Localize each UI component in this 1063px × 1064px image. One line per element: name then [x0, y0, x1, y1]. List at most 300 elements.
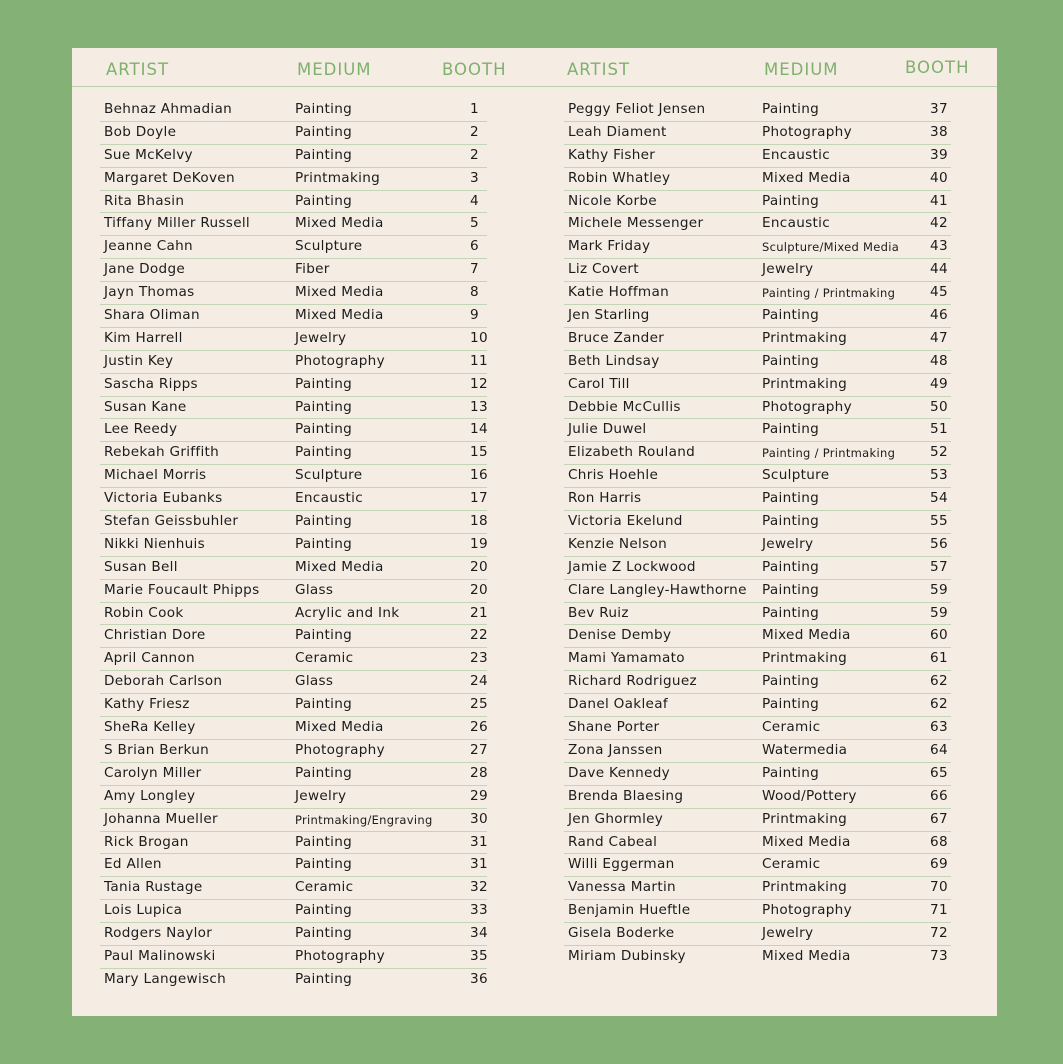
medium: Photography [762, 398, 852, 415]
medium: Photography [762, 123, 852, 140]
booth-number: 11 [470, 352, 488, 369]
booth-number: 71 [930, 902, 948, 919]
medium: Ceramic [762, 856, 821, 873]
artist-name: Tania Rustage [104, 879, 203, 896]
medium: Printmaking [762, 650, 848, 667]
medium: Mixed Media [295, 719, 384, 736]
table-row [100, 694, 487, 717]
artist-name: Susan Bell [104, 558, 178, 575]
artist-name: Elizabeth Rouland [568, 444, 696, 461]
booth-number: 17 [470, 490, 488, 507]
medium: Printmaking [295, 169, 381, 186]
artist-name: Robin Whatley [568, 169, 671, 186]
booth-number: 48 [930, 352, 948, 369]
artist-name: Bruce Zander [568, 329, 665, 346]
table-row [564, 580, 951, 603]
artist-name: Sascha Ripps [104, 375, 198, 392]
table-row [100, 809, 487, 832]
booth-number: 26 [470, 719, 488, 736]
booth-number: 62 [930, 696, 948, 713]
table-row [564, 259, 951, 282]
medium: Painting [762, 604, 820, 621]
header-booth-left: BOOTH [442, 60, 507, 79]
booth-number: 46 [930, 307, 948, 324]
booth-number: 29 [470, 787, 488, 804]
medium: Glass [295, 581, 334, 598]
booth-number: 66 [930, 787, 948, 804]
medium: Mixed Media [762, 947, 851, 964]
table-row [564, 465, 951, 488]
table-row [564, 717, 951, 740]
table-row [100, 534, 487, 557]
table-row [100, 168, 487, 191]
artist-name: Jamie Z Lockwood [568, 558, 696, 575]
medium: Painting [762, 696, 820, 713]
table-row [100, 923, 487, 946]
booth-number: 49 [930, 375, 948, 392]
artist-name: Michael Morris [104, 467, 207, 484]
artist-name: Lois Lupica [104, 902, 183, 919]
medium: Painting [295, 398, 353, 415]
booth-number: 24 [470, 673, 488, 690]
artist-name: Jayn Thomas [104, 284, 195, 301]
medium: Printmaking [762, 375, 848, 392]
table-row [100, 969, 487, 992]
table-row [100, 259, 487, 282]
table-row [564, 625, 951, 648]
medium: Painting [295, 764, 353, 781]
medium: Painting [295, 627, 353, 644]
table-row [564, 671, 951, 694]
artist-name: Rick Brogan [104, 833, 189, 850]
booth-number: 3 [470, 169, 479, 186]
header-medium-left: MEDIUM [297, 60, 372, 79]
booth-number: 2 [470, 146, 479, 163]
right-table [564, 99, 951, 969]
medium: Jewelry [762, 925, 814, 942]
booth-number: 36 [470, 970, 488, 987]
medium: Painting [295, 375, 353, 392]
booth-number: 68 [930, 833, 948, 850]
table-row [564, 282, 951, 305]
booth-number: 9 [470, 307, 479, 324]
artist-name: Shara Oliman [104, 307, 200, 324]
artist-name: Nicole Korbe [568, 192, 657, 209]
artist-name: Mark Friday [568, 238, 651, 255]
medium: Mixed Media [295, 215, 384, 232]
artist-booth-directory [72, 48, 997, 1016]
artist-name: Robin Cook [104, 604, 184, 621]
artist-name: Benjamin Hueftle [568, 902, 691, 919]
artist-name: Deborah Carlson [104, 673, 223, 690]
table-row [564, 488, 951, 511]
booth-number: 47 [930, 329, 948, 346]
medium: Painting / Printmaking [762, 286, 896, 301]
artist-name: Justin Key [104, 352, 174, 369]
table-row [100, 877, 487, 900]
medium: Painting [762, 513, 820, 530]
artist-name: Rodgers Naylor [104, 925, 213, 942]
artist-name: Stefan Geissbuhler [104, 513, 239, 530]
booth-number: 30 [470, 810, 488, 827]
medium: Painting [295, 192, 353, 209]
medium: Painting [295, 535, 353, 552]
medium: Encaustic [762, 215, 830, 232]
artist-name: Jen Ghormley [568, 810, 664, 827]
artist-name: Margaret DeKoven [104, 169, 235, 186]
table-row [564, 877, 951, 900]
booth-number: 27 [470, 741, 488, 758]
medium: Painting [762, 307, 820, 324]
artist-name: Clare Langley-Hawthorne [568, 581, 747, 598]
artist-name: Marie Foucault Phipps [104, 581, 260, 598]
booth-number: 4 [470, 192, 479, 209]
booth-number: 59 [930, 604, 948, 621]
medium: Mixed Media [295, 558, 384, 575]
header-artist-right: ARTIST [567, 60, 631, 79]
artist-name: Leah Diament [568, 123, 667, 140]
medium: Sculpture [295, 238, 363, 255]
artist-name: Richard Rodriguez [568, 673, 697, 690]
table-row [100, 900, 487, 923]
table-row [100, 122, 487, 145]
artist-name: Carol Till [568, 375, 630, 392]
medium: Mixed Media [295, 307, 384, 324]
booth-number: 50 [930, 398, 948, 415]
table-row [564, 351, 951, 374]
table-row [564, 191, 951, 214]
medium: Encaustic [762, 146, 830, 163]
table-row [100, 854, 487, 877]
artist-name: Kathy Friesz [104, 696, 190, 713]
table-row [564, 786, 951, 809]
table-row [100, 351, 487, 374]
header-medium-right: MEDIUM [764, 60, 839, 79]
medium: Fiber [295, 261, 330, 278]
table-row [564, 511, 951, 534]
artist-name: Gisela Boderke [568, 925, 675, 942]
table-row [100, 946, 487, 969]
booth-number: 13 [470, 398, 488, 415]
table-row [100, 213, 487, 236]
table-row [100, 305, 487, 328]
medium: Sculpture [762, 467, 830, 484]
medium: Jewelry [762, 261, 814, 278]
medium: Painting [295, 101, 353, 117]
artist-name: Denise Demby [568, 627, 672, 644]
booth-number: 59 [930, 581, 948, 598]
medium: Printmaking [762, 810, 848, 827]
booth-number: 6 [470, 238, 479, 255]
medium: Painting [295, 444, 353, 461]
artist-name: Paul Malinowski [104, 947, 216, 964]
artist-name: Beth Lindsay [568, 352, 660, 369]
medium: Ceramic [295, 650, 354, 667]
table-row [564, 854, 951, 877]
table-row [100, 419, 487, 442]
artist-name: Victoria Ekelund [568, 513, 683, 530]
booth-number: 16 [470, 467, 488, 484]
artist-name: Behnaz Ahmadian [104, 101, 233, 117]
medium: Photography [295, 947, 385, 964]
artist-name: Mami Yamamato [568, 650, 685, 667]
medium: Glass [295, 673, 334, 690]
booth-number: 35 [470, 947, 488, 964]
medium: Ceramic [295, 879, 354, 896]
table-row [564, 168, 951, 191]
header-booth-right: BOOTH [905, 58, 970, 77]
booth-number: 39 [930, 146, 948, 163]
medium: Painting [295, 513, 353, 530]
artist-name: Bev Ruiz [568, 604, 629, 621]
medium: Painting [295, 902, 353, 919]
booth-number: 2 [470, 123, 479, 140]
artist-name: Jane Dodge [104, 261, 186, 278]
table-row [100, 442, 487, 465]
table-row [564, 397, 951, 420]
booth-number: 20 [470, 581, 488, 598]
medium: Jewelry [762, 535, 814, 552]
artist-name: Rand Cabeal [568, 833, 658, 850]
medium: Printmaking [762, 879, 848, 896]
artist-name: S Brian Berkun [104, 741, 210, 758]
table-row [564, 419, 951, 442]
table-row [564, 305, 951, 328]
medium: Wood/Pottery [762, 787, 857, 804]
table-row [100, 557, 487, 580]
medium: Printmaking/Engraving [295, 812, 433, 827]
table-row [100, 465, 487, 488]
booth-number: 22 [470, 627, 488, 644]
booth-number: 65 [930, 764, 948, 781]
booth-number: 73 [930, 947, 948, 964]
table-row [100, 145, 487, 168]
table-row [100, 191, 487, 214]
booth-number: 7 [470, 261, 479, 278]
medium: Printmaking [762, 329, 848, 346]
medium: Painting [295, 421, 353, 438]
artist-name: Ron Harris [568, 490, 642, 507]
artist-name: Carolyn Miller [104, 764, 202, 781]
artist-name: Julie Duwel [568, 421, 647, 438]
booth-number: 67 [930, 810, 948, 827]
artist-name: Katie Hoffman [568, 284, 669, 301]
booth-number: 31 [470, 856, 488, 873]
artist-name: Kim Harrell [104, 329, 183, 346]
table-row [100, 625, 487, 648]
artist-name: Chris Hoehle [568, 467, 659, 484]
booth-number: 72 [930, 925, 948, 942]
medium: Painting [762, 421, 820, 438]
booth-number: 61 [930, 650, 948, 667]
table-row [100, 763, 487, 786]
medium: Painting [295, 123, 353, 140]
table-row [564, 923, 951, 946]
header-divider [72, 86, 997, 87]
medium: Painting [762, 764, 820, 781]
table-row [100, 328, 487, 351]
medium: Painting [762, 490, 820, 507]
table-row [100, 580, 487, 603]
medium: Photography [295, 741, 385, 758]
table-row [564, 236, 951, 259]
artist-name: Bob Doyle [104, 123, 177, 140]
artist-name: Amy Longley [104, 787, 196, 804]
booth-number: 62 [930, 673, 948, 690]
booth-number: 10 [470, 329, 488, 346]
table-row [100, 832, 487, 855]
table-row [100, 488, 487, 511]
medium: Painting [295, 925, 353, 942]
header-artist-left: ARTIST [106, 60, 170, 79]
artist-name: Nikki Nienhuis [104, 535, 206, 552]
table-row [564, 740, 951, 763]
artist-name: Kenzie Nelson [568, 535, 668, 552]
booth-number: 37 [930, 101, 948, 117]
medium: Painting [295, 856, 353, 873]
table-row [564, 534, 951, 557]
artist-name: Peggy Feliot Jensen [568, 101, 706, 117]
booth-number: 19 [470, 535, 488, 552]
booth-number: 56 [930, 535, 948, 552]
table-row [564, 145, 951, 168]
booth-number: 12 [470, 375, 488, 392]
booth-number: 14 [470, 421, 488, 438]
artist-name: SheRa Kelley [104, 719, 196, 736]
table-row [564, 557, 951, 580]
medium: Mixed Media [295, 284, 384, 301]
table-row [100, 397, 487, 420]
medium: Sculpture [295, 467, 363, 484]
table-row [564, 832, 951, 855]
table-row [100, 374, 487, 397]
booth-number: 41 [930, 192, 948, 209]
medium: Painting [762, 352, 820, 369]
booth-number: 69 [930, 856, 948, 873]
table-row [100, 717, 487, 740]
table-row [100, 236, 487, 259]
table-row [100, 99, 487, 122]
table-row [564, 374, 951, 397]
booth-number: 5 [470, 215, 479, 232]
medium: Watermedia [762, 741, 848, 758]
booth-number: 53 [930, 467, 948, 484]
booth-number: 20 [470, 558, 488, 575]
table-row [100, 282, 487, 305]
artist-name: Kathy Fisher [568, 146, 656, 163]
booth-number: 33 [470, 902, 488, 919]
booth-number: 31 [470, 833, 488, 850]
medium: Ceramic [762, 719, 821, 736]
table-row [564, 694, 951, 717]
medium: Painting [295, 696, 353, 713]
artist-name: Sue McKelvy [104, 146, 193, 163]
booth-number: 44 [930, 261, 948, 278]
table-row [564, 648, 951, 671]
medium: Painting [295, 833, 353, 850]
artist-name: Rebekah Griffith [104, 444, 220, 461]
table-row [564, 809, 951, 832]
medium: Jewelry [295, 329, 347, 346]
artist-name: Willi Eggerman [568, 856, 675, 873]
medium: Painting / Printmaking [762, 446, 896, 461]
medium: Painting [295, 146, 353, 163]
booth-number: 8 [470, 284, 479, 301]
table-row [100, 603, 487, 626]
booth-number: 54 [930, 490, 948, 507]
table-row [100, 786, 487, 809]
booth-number: 32 [470, 879, 488, 896]
table-row [564, 763, 951, 786]
artist-name: April Cannon [104, 650, 195, 667]
artist-name: Lee Reedy [104, 421, 178, 438]
table-row [100, 671, 487, 694]
table-row [564, 328, 951, 351]
table-row [564, 213, 951, 236]
table-row [564, 603, 951, 626]
artist-name: Victoria Eubanks [104, 490, 223, 507]
booth-number: 70 [930, 879, 948, 896]
artist-name: Vanessa Martin [568, 879, 676, 896]
booth-number: 51 [930, 421, 948, 438]
booth-number: 64 [930, 741, 948, 758]
medium: Painting [762, 192, 820, 209]
artist-name: Liz Covert [568, 261, 639, 278]
medium: Painting [295, 970, 353, 987]
artist-name: Dave Kennedy [568, 764, 670, 781]
artist-name: Johanna Mueller [104, 810, 218, 827]
artist-name: Tiffany Miller Russell [104, 215, 251, 232]
artist-name: Mary Langewisch [104, 970, 227, 987]
artist-name: Christian Dore [104, 627, 206, 644]
artist-name: Ed Allen [104, 856, 162, 873]
table-row [100, 511, 487, 534]
artist-name: Danel Oakleaf [568, 696, 668, 713]
artist-name: Susan Kane [104, 398, 187, 415]
medium: Jewelry [295, 787, 347, 804]
artist-name: Michele Messenger [568, 215, 704, 232]
medium: Painting [762, 673, 820, 690]
medium: Sculpture/Mixed Media [762, 240, 900, 255]
artist-name: Rita Bhasin [104, 192, 185, 209]
artist-name: Zona Janssen [568, 741, 663, 758]
table-row [564, 442, 951, 465]
medium: Acrylic and Ink [295, 604, 400, 621]
booth-number: 45 [930, 284, 948, 301]
booth-number: 38 [930, 123, 948, 140]
artist-name: Jeanne Cahn [104, 238, 193, 255]
medium: Photography [295, 352, 385, 369]
medium: Painting [762, 101, 820, 117]
medium: Encaustic [295, 490, 363, 507]
booth-number: 40 [930, 169, 948, 186]
artist-name: Shane Porter [568, 719, 660, 736]
table-row [100, 648, 487, 671]
medium: Mixed Media [762, 169, 851, 186]
medium: Photography [762, 902, 852, 919]
booth-number: 34 [470, 925, 488, 942]
booth-number: 1 [470, 101, 479, 117]
medium: Mixed Media [762, 833, 851, 850]
booth-number: 57 [930, 558, 948, 575]
table-row [564, 99, 951, 122]
table-row [564, 946, 951, 969]
booth-number: 25 [470, 696, 488, 713]
medium: Mixed Media [762, 627, 851, 644]
medium: Painting [762, 558, 820, 575]
booth-number: 60 [930, 627, 948, 644]
table-row [100, 740, 487, 763]
